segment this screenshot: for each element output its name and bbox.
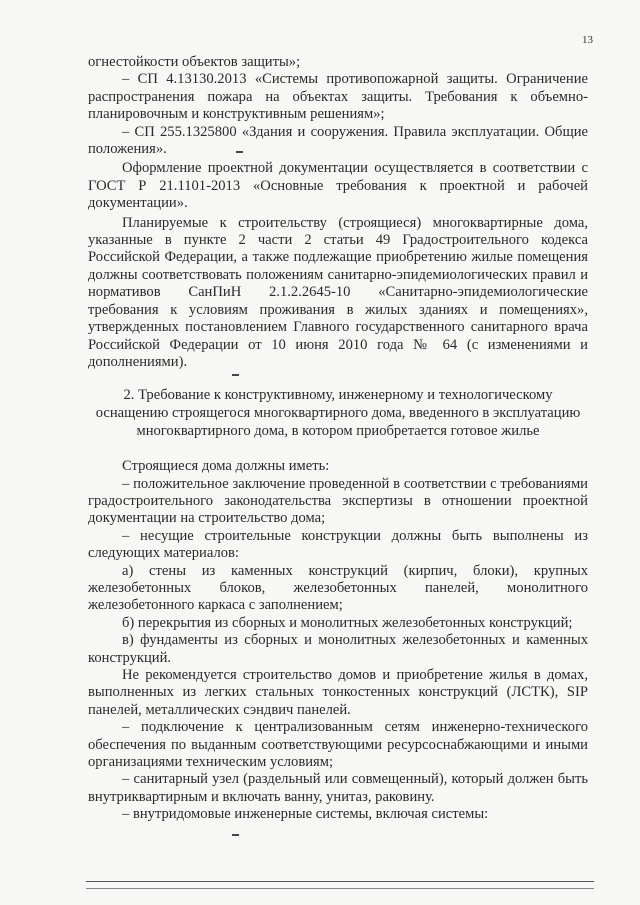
paragraph: Планируемые к строительству (строящиеся) многоквартирные дома, указанные в пункте 2 части 2 статьи 49 Градостроительного кодекса Российской Федерации, а также подлежащие приобретению жилые помещения должны соответствовать положениям санитарно-эпидемиологических правил и нормативов СанПиН 2.1.2.2645-10 «Санитарно-эпидемиологические требования к условиям проживания в жилых зданиях и помещениях», утвержденных постановлением Главного государственного санитарного врача Российской Федерации от 10 июня 2010 года № 64 (с изменениями и дополнениями). (88, 214, 588, 370)
paragraph: – внутридомовые инженерные системы, включая системы: (122, 806, 489, 823)
bottom-rule (86, 881, 594, 882)
document-body (88, 54, 588, 824)
paragraph: а) стены из каменных конструкций (кирпич, блоки), крупных железобетонных блоков, железобетонных панелей, монолитного железобетонного каркаса с заполнением; (88, 562, 588, 614)
paragraph: – СП 255.1325800 «Здания и сооружения. Правила эксплуатации. Общие положения». (88, 123, 588, 158)
paragraph: б) перекрытия из сборных и монолитных железобетонных конструкций; (122, 614, 573, 631)
bottom-rule (86, 888, 594, 889)
paragraph: – несущие строительные конструкции должны быть выполнены из следующих материалов: (88, 527, 588, 562)
paragraph: огнестойкости объектов защиты»; (88, 54, 301, 70)
paragraph: Оформление проектной документации осуществляется в соответствии с ГОСТ Р 21.1101-2013 «Основные требования к проектной и рабочей документации». (88, 160, 588, 212)
section-heading: 2. Требование к конструктивному, инженерному и технологическому оснащению строящегося многоквартирного дома, введенного в эксплуатацию многоквартирного дома, в котором приобретается готовое жилье (95, 387, 581, 439)
page-number: 13 (582, 34, 593, 46)
paragraph: Не рекомендуется строительство домов и приобретение жилья в домах, выполненных из легких стальных тонкостенных конструкций (ЛСТК), SIP панелей, металлических сэндвич панелей. (88, 666, 588, 718)
scan-mark (232, 834, 239, 836)
scan-mark (232, 374, 239, 376)
paragraph: – подключение к централизованным сетям инженерно-технического обеспечения по выданным соответствующими ресурсоснабжающими и иными организациями техническим условиям; (88, 719, 588, 770)
paragraph: – СП 4.13130.2013 «Системы противопожарной защиты. Ограничение распространения пожара на объектах защиты. Требования к объемно-планировочным и конструктивным решениям»; (88, 71, 588, 123)
paragraph: – санитарный узел (раздельный или совмещенный), который должен быть внутриквартирным и включать ванну, унитаз, раковину. (88, 771, 588, 805)
scan-mark (236, 151, 243, 153)
paragraph: Строящиеся дома должны иметь: (122, 458, 330, 475)
paragraph: в) фундаменты из сборных и монолитных железобетонных и каменных конструкций. (88, 632, 588, 666)
paragraph: – положительное заключение проведенной в соответствии с требованиями градостроительного законодательства экспертизы в отношении проектной документации на строительство дома; (88, 475, 588, 527)
